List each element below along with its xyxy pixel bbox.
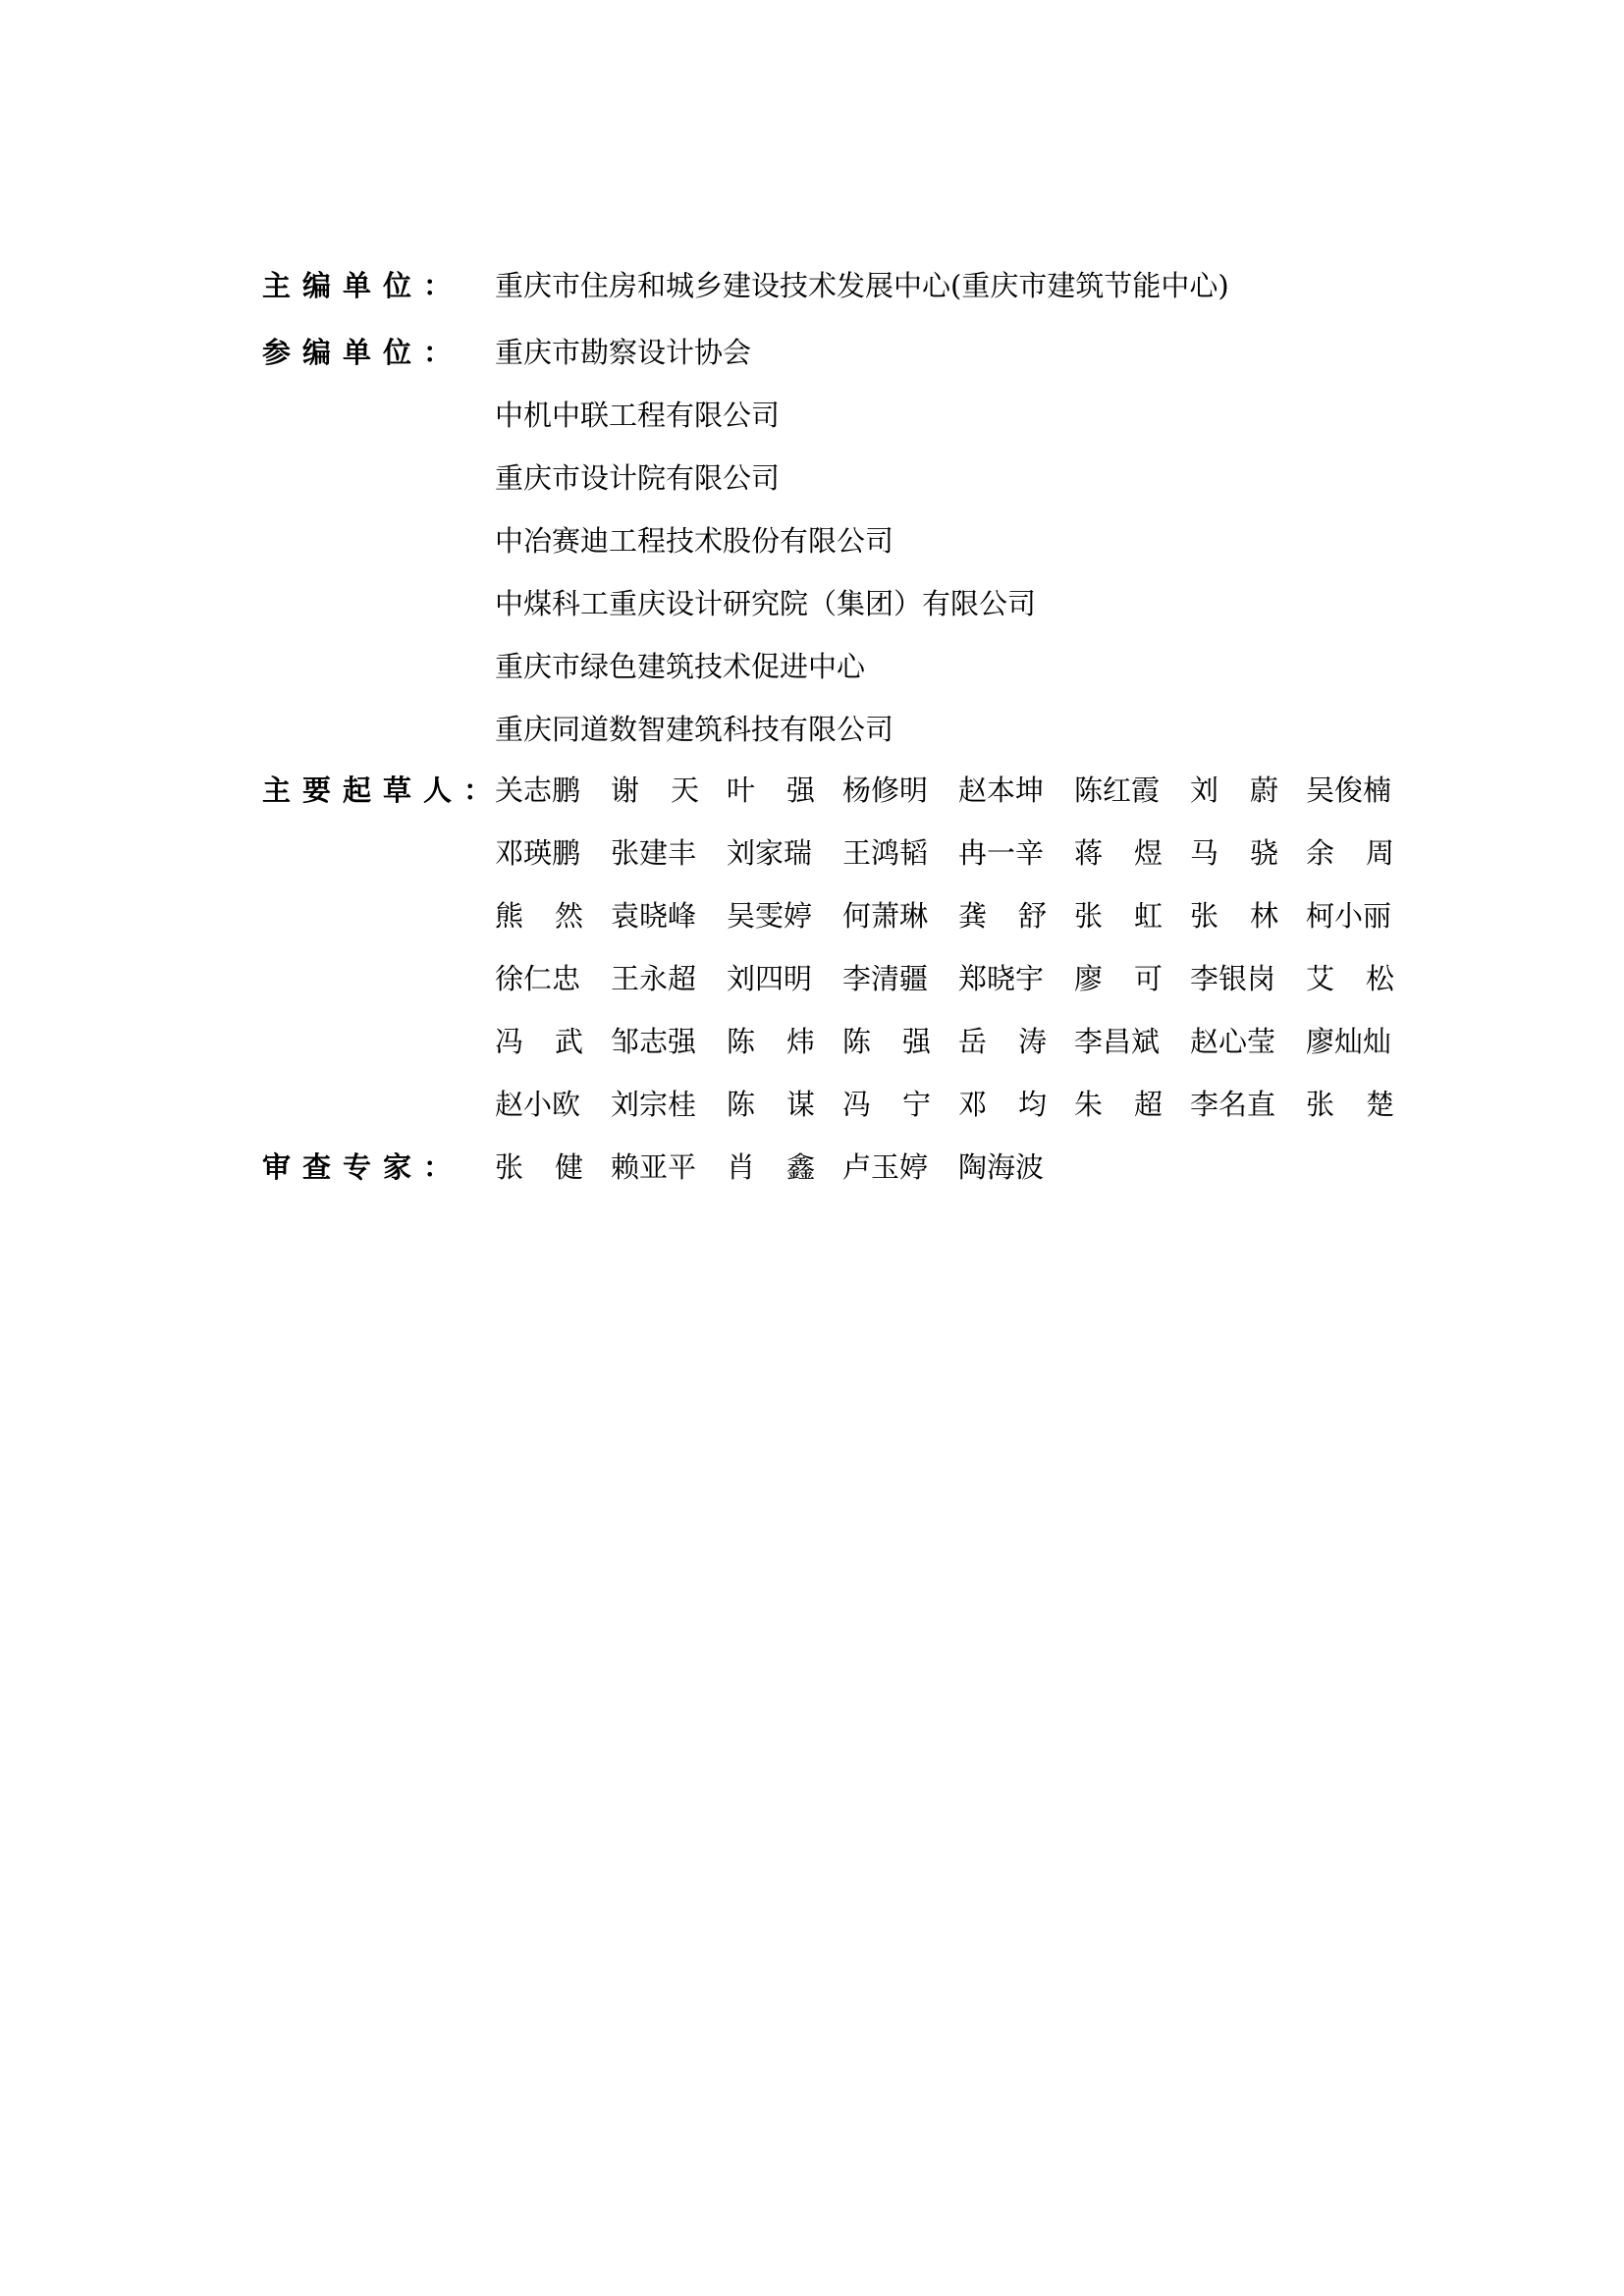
drafter-name: 李名直	[1190, 1088, 1276, 1121]
drafter-name: 叶 强	[727, 774, 815, 807]
participating-unit: 中机中联工程有限公司	[495, 399, 781, 432]
reviewer-name: 赖亚平	[611, 1150, 697, 1184]
drafter-name: 岳 涛	[958, 1025, 1047, 1058]
drafter-name: 李昌斌	[1074, 1025, 1161, 1058]
drafter-name: 张 林	[1190, 899, 1278, 933]
drafters-label: 主要起草人：	[262, 774, 505, 807]
reviewers-name-grid	[495, 1148, 1390, 1187]
drafter-name: 邓 均	[958, 1088, 1047, 1121]
drafter-name: 朱 超	[1074, 1088, 1163, 1121]
drafter-name: 王鸿韬	[842, 836, 929, 870]
drafter-name: 冯 宁	[842, 1088, 931, 1121]
drafter-name: 张 楚	[1306, 1088, 1394, 1121]
drafter-name: 袁晓峰	[611, 899, 697, 933]
drafter-name: 廖灿灿	[1306, 1025, 1392, 1058]
drafter-name: 郑晓宇	[958, 962, 1045, 995]
drafter-name: 冯 武	[495, 1025, 583, 1058]
drafter-name: 赵心莹	[1190, 1025, 1276, 1058]
drafter-name: 蒋 煜	[1074, 836, 1163, 870]
drafter-name: 吴雯婷	[727, 899, 813, 933]
drafter-name: 陈 谋	[727, 1088, 815, 1121]
drafter-name: 陈 炜	[727, 1025, 815, 1058]
drafter-name: 刘 蔚	[1190, 774, 1278, 807]
drafter-name: 何萧琳	[842, 899, 929, 933]
drafter-name: 张 虹	[1074, 899, 1163, 933]
drafter-name: 杨修明	[842, 774, 929, 807]
chief-editor-unit: 重庆市住房和城乡建设技术发展中心(重庆市建筑节能中心)	[495, 269, 1229, 302]
drafter-name: 龚 舒	[958, 899, 1047, 933]
drafter-name: 刘四明	[727, 962, 813, 995]
drafter-name: 徐仁忠	[495, 962, 581, 995]
drafter-name: 李清疆	[842, 962, 929, 995]
drafters-name-grid	[495, 771, 1394, 1124]
reviewer-name: 张 健	[495, 1150, 583, 1184]
drafter-name: 马 骁	[1190, 836, 1278, 870]
drafter-name: 邓瑛鹏	[495, 836, 581, 870]
participating-unit: 中煤科工重庆设计研究院（集团）有限公司	[495, 587, 1037, 620]
drafter-name: 熊 然	[495, 899, 583, 933]
reviewer-name: 卢玉婷	[842, 1150, 929, 1184]
drafter-name: 吴俊楠	[1306, 774, 1392, 807]
drafter-name: 陈红霞	[1074, 774, 1161, 807]
participating-unit: 重庆市设计院有限公司	[495, 461, 781, 495]
participating-unit-list	[495, 333, 1036, 773]
drafter-name: 谢 天	[611, 774, 699, 807]
chief-editor-list	[495, 266, 1229, 329]
chief-editor-label: 主编单位：	[262, 269, 464, 302]
drafter-name: 李银岗	[1190, 962, 1276, 995]
drafter-name: 冉一辛	[958, 836, 1045, 870]
drafter-name: 廖 可	[1074, 962, 1163, 995]
reviewers-label: 审查专家：	[262, 1150, 464, 1184]
participating-unit: 中冶赛迪工程技术股份有限公司	[495, 524, 894, 558]
participating-unit: 重庆市勘察设计协会	[495, 336, 752, 369]
participating-unit: 重庆同道数智建筑科技有限公司	[495, 713, 894, 746]
drafter-name: 艾 松	[1306, 962, 1394, 995]
drafter-name: 王永超	[611, 962, 697, 995]
participating-label: 参编单位：	[262, 336, 464, 369]
drafter-name: 赵小欧	[495, 1088, 581, 1121]
drafter-name: 柯小丽	[1306, 899, 1392, 933]
participating-unit: 重庆市绿色建筑技术促进中心	[495, 650, 866, 683]
drafter-name: 关志鹏	[495, 774, 581, 807]
drafter-name: 赵本坤	[958, 774, 1045, 807]
reviewer-name: 肖 鑫	[727, 1150, 815, 1184]
drafter-name: 陈 强	[842, 1025, 931, 1058]
drafter-name: 刘家瑞	[727, 836, 813, 870]
reviewer-name: 陶海波	[958, 1150, 1045, 1184]
drafter-name: 张建丰	[611, 836, 697, 870]
drafter-name: 刘宗桂	[611, 1088, 697, 1121]
drafter-name: 余 周	[1306, 836, 1394, 870]
drafter-name: 邹志强	[611, 1025, 697, 1058]
